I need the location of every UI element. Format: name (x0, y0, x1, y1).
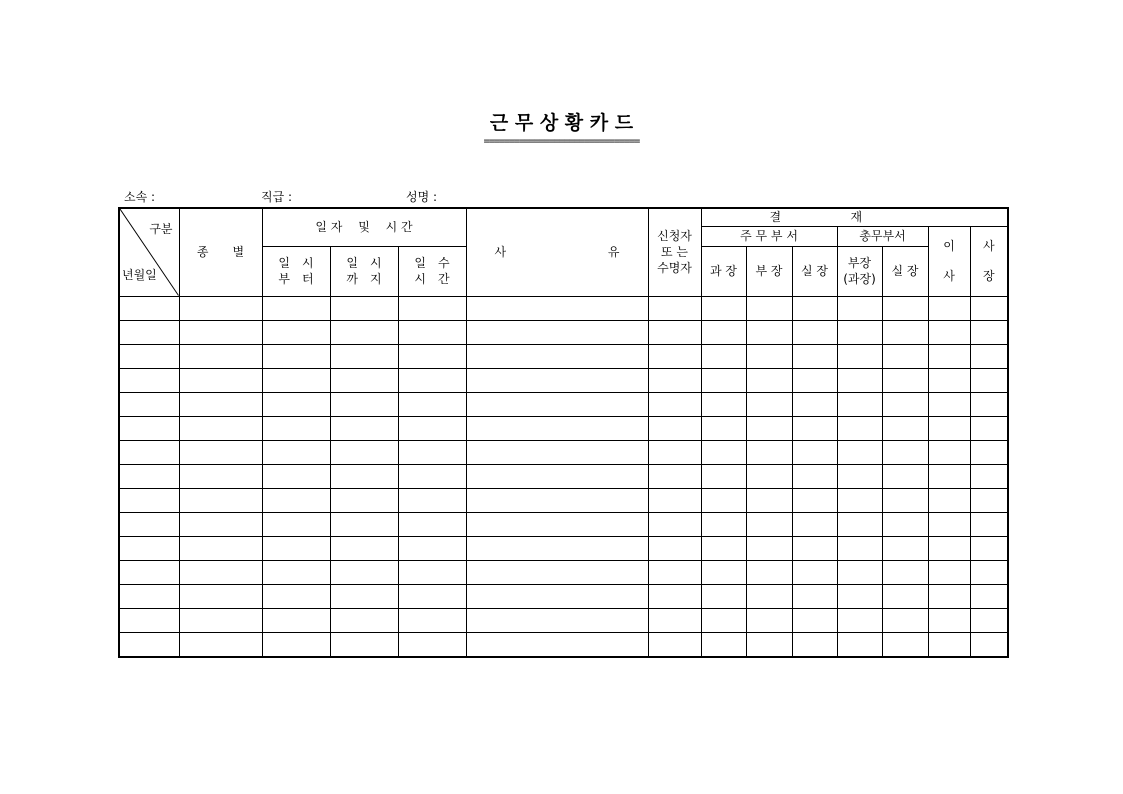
days-label-2: 시 간 (414, 272, 450, 286)
table-cell[interactable] (837, 368, 882, 392)
table-cell[interactable] (398, 464, 466, 488)
table-cell[interactable] (792, 320, 837, 344)
table-cell[interactable] (970, 320, 1008, 344)
table-cell[interactable] (119, 392, 179, 416)
table-cell[interactable] (179, 416, 262, 440)
table-cell[interactable] (330, 488, 398, 512)
table-cell[interactable] (837, 512, 882, 536)
table-cell[interactable] (882, 632, 928, 657)
president-header (970, 226, 1008, 296)
table-cell[interactable] (466, 488, 648, 512)
table-cell[interactable] (792, 440, 837, 464)
from-header (262, 246, 330, 296)
table-cell[interactable] (837, 632, 882, 657)
category-date-header (119, 208, 179, 296)
table-row (119, 296, 1008, 320)
table-cell[interactable] (746, 368, 792, 392)
table-cell[interactable] (792, 416, 837, 440)
table-cell[interactable] (398, 512, 466, 536)
table-cell[interactable] (179, 440, 262, 464)
table-cell[interactable] (746, 440, 792, 464)
table-cell[interactable] (882, 416, 928, 440)
table-cell[interactable] (792, 464, 837, 488)
table-cell[interactable] (179, 560, 262, 584)
table-cell[interactable] (792, 392, 837, 416)
table-cell[interactable] (330, 392, 398, 416)
table-cell[interactable] (746, 464, 792, 488)
table-cell[interactable] (179, 368, 262, 392)
table-cell[interactable] (262, 464, 330, 488)
days-header (398, 246, 466, 296)
table-cell[interactable] (398, 392, 466, 416)
applicant-header (648, 208, 701, 296)
table-cell[interactable] (648, 440, 701, 464)
table-cell[interactable] (330, 584, 398, 608)
table-cell[interactable] (792, 608, 837, 632)
table-cell[interactable] (928, 584, 970, 608)
table-cell[interactable] (746, 584, 792, 608)
reason-label-left: 사 (494, 245, 507, 260)
approval-label-left: 결 (769, 210, 782, 225)
table-cell[interactable] (398, 608, 466, 632)
table-cell[interactable] (330, 560, 398, 584)
table-cell[interactable] (648, 416, 701, 440)
table-cell[interactable] (119, 584, 179, 608)
table-row (119, 320, 1008, 344)
table-row (119, 560, 1008, 584)
table-cell[interactable] (928, 320, 970, 344)
table-cell[interactable] (119, 632, 179, 657)
table-cell[interactable] (119, 416, 179, 440)
table-cell[interactable] (928, 440, 970, 464)
table-cell[interactable] (179, 536, 262, 560)
table-cell[interactable] (330, 536, 398, 560)
table-cell[interactable] (330, 296, 398, 320)
table-cell[interactable] (746, 488, 792, 512)
office-chief-header: 실 장 (792, 246, 837, 296)
table-cell[interactable] (466, 320, 648, 344)
table-cell[interactable] (179, 392, 262, 416)
table-cell[interactable] (119, 512, 179, 536)
table-cell[interactable] (179, 608, 262, 632)
table-cell[interactable] (262, 416, 330, 440)
table-row (119, 440, 1008, 464)
affiliation-label: 소속 : (124, 190, 156, 204)
title-underline: =============================== (483, 136, 640, 147)
table-cell[interactable] (648, 584, 701, 608)
table-cell[interactable] (970, 512, 1008, 536)
table-cell[interactable] (119, 320, 179, 344)
table-cell[interactable] (882, 440, 928, 464)
table-cell[interactable] (466, 464, 648, 488)
table-cell[interactable] (882, 608, 928, 632)
table-cell[interactable] (398, 560, 466, 584)
type-header: 종 별 (179, 208, 262, 296)
table-cell[interactable] (262, 584, 330, 608)
table-cell[interactable] (119, 608, 179, 632)
table-cell[interactable] (746, 344, 792, 368)
table-cell[interactable] (262, 512, 330, 536)
table-cell[interactable] (792, 536, 837, 560)
table-cell[interactable] (746, 320, 792, 344)
table-cell[interactable] (837, 320, 882, 344)
table-cell[interactable] (119, 368, 179, 392)
table-cell[interactable] (970, 488, 1008, 512)
table-cell[interactable] (746, 632, 792, 657)
table-cell[interactable] (882, 344, 928, 368)
table-cell[interactable] (792, 368, 837, 392)
president-label-1: 사 (982, 238, 995, 253)
table-cell[interactable] (648, 560, 701, 584)
table-cell[interactable] (648, 320, 701, 344)
table-cell[interactable] (119, 464, 179, 488)
table-cell[interactable] (928, 344, 970, 368)
applicant-label-3: 수명자 (657, 261, 692, 276)
table-cell[interactable] (970, 632, 1008, 657)
category-label: 구분 (149, 222, 173, 236)
table-cell[interactable] (648, 392, 701, 416)
table-cell[interactable] (928, 608, 970, 632)
table-cell[interactable] (701, 608, 746, 632)
to-label-1: 일 시 (346, 255, 382, 270)
table-cell[interactable] (701, 416, 746, 440)
table-row (119, 344, 1008, 368)
document-title: 근 무 상 황 카 드 (489, 112, 634, 134)
table-cell[interactable] (330, 608, 398, 632)
table-cell[interactable] (701, 296, 746, 320)
table-cell[interactable] (179, 464, 262, 488)
table-cell[interactable] (837, 416, 882, 440)
from-label-2: 부 터 (278, 272, 314, 286)
table-cell[interactable] (837, 608, 882, 632)
table-cell[interactable] (179, 296, 262, 320)
table-cell[interactable] (330, 368, 398, 392)
table-cell[interactable] (928, 392, 970, 416)
table-cell[interactable] (398, 584, 466, 608)
office-chief-2-header: 실 장 (882, 246, 928, 296)
approval-label-right: 재 (850, 210, 863, 225)
table-cell[interactable] (466, 392, 648, 416)
table-cell[interactable] (466, 296, 648, 320)
table-cell[interactable] (970, 560, 1008, 584)
table-cell[interactable] (398, 416, 466, 440)
table-cell[interactable] (701, 344, 746, 368)
table-cell[interactable] (179, 320, 262, 344)
director-label-2: 사 (943, 269, 955, 283)
table-cell[interactable] (466, 536, 648, 560)
table-cell[interactable] (970, 464, 1008, 488)
table-cell[interactable] (701, 440, 746, 464)
table-cell[interactable] (837, 488, 882, 512)
table-cell[interactable] (928, 296, 970, 320)
table-cell[interactable] (262, 560, 330, 584)
table-cell[interactable] (746, 608, 792, 632)
section-chief-header: 과 장 (701, 246, 746, 296)
datetime-header: 일 자 및 시 간 (262, 208, 466, 246)
table-cell[interactable] (746, 296, 792, 320)
table-cell[interactable] (837, 536, 882, 560)
table-cell[interactable] (119, 488, 179, 512)
table-cell[interactable] (648, 368, 701, 392)
table-cell[interactable] (648, 464, 701, 488)
table-cell[interactable] (466, 512, 648, 536)
table-cell[interactable] (792, 488, 837, 512)
table-cell[interactable] (882, 560, 928, 584)
table-cell[interactable] (792, 632, 837, 657)
table-cell[interactable] (837, 344, 882, 368)
table-cell[interactable] (262, 440, 330, 464)
table-cell[interactable] (701, 488, 746, 512)
table-cell[interactable] (398, 368, 466, 392)
table-cell[interactable] (882, 392, 928, 416)
dept-head-alt-label-2: (과장) (843, 272, 876, 286)
data-rows (119, 296, 1008, 657)
table-cell[interactable] (746, 392, 792, 416)
table-cell[interactable] (466, 560, 648, 584)
table-cell[interactable] (701, 464, 746, 488)
table-row (119, 416, 1008, 440)
president-label-2: 장 (982, 269, 995, 283)
table-cell[interactable] (701, 560, 746, 584)
table-cell[interactable] (792, 584, 837, 608)
table-cell[interactable] (701, 536, 746, 560)
to-header (330, 246, 398, 296)
from-label-1: 일 시 (278, 255, 314, 270)
main-dept-header: 주 무 부 서 (701, 226, 837, 246)
table-cell[interactable] (970, 584, 1008, 608)
table-cell[interactable] (648, 632, 701, 657)
table-cell[interactable] (398, 536, 466, 560)
dept-head-header: 부 장 (746, 246, 792, 296)
table-row (119, 464, 1008, 488)
table-cell[interactable] (792, 560, 837, 584)
table-cell[interactable] (119, 536, 179, 560)
table-cell[interactable] (648, 512, 701, 536)
table-cell[interactable] (837, 392, 882, 416)
table-cell[interactable] (262, 368, 330, 392)
table-cell[interactable] (970, 392, 1008, 416)
table-cell[interactable] (330, 512, 398, 536)
table-cell[interactable] (746, 512, 792, 536)
dept-head-alt-label-1: 부장 (847, 255, 872, 270)
table-cell[interactable] (262, 608, 330, 632)
table-cell[interactable] (746, 536, 792, 560)
table-cell[interactable] (119, 440, 179, 464)
table-cell[interactable] (466, 344, 648, 368)
table-cell[interactable] (330, 344, 398, 368)
table-cell[interactable] (746, 560, 792, 584)
table-cell[interactable] (262, 320, 330, 344)
applicant-label-1: 신청자 (657, 228, 692, 243)
table-cell[interactable] (970, 344, 1008, 368)
table-cell[interactable] (398, 344, 466, 368)
table-cell[interactable] (928, 368, 970, 392)
date-label: 년월일 (122, 268, 157, 283)
table-cell[interactable] (398, 488, 466, 512)
table-cell[interactable] (179, 344, 262, 368)
table-row (119, 392, 1008, 416)
table-cell[interactable] (330, 320, 398, 344)
table-cell[interactable] (792, 344, 837, 368)
reason-header (466, 208, 648, 296)
table-cell[interactable] (119, 344, 179, 368)
table-cell[interactable] (119, 296, 179, 320)
dept-head-alt-header (837, 246, 882, 296)
name-label: 성명 : (406, 190, 438, 204)
general-dept-header: 총무부서 (837, 226, 928, 246)
table-cell[interactable] (701, 512, 746, 536)
table-cell[interactable] (837, 440, 882, 464)
table-row (119, 512, 1008, 536)
table-cell[interactable] (928, 536, 970, 560)
director-header (928, 226, 970, 296)
table-cell[interactable] (330, 440, 398, 464)
table-cell[interactable] (262, 536, 330, 560)
table-cell[interactable] (648, 536, 701, 560)
table-cell[interactable] (179, 488, 262, 512)
table-row (119, 536, 1008, 560)
table-cell[interactable] (882, 464, 928, 488)
table-cell[interactable] (179, 584, 262, 608)
to-label-2: 까 지 (346, 272, 382, 286)
table-cell[interactable] (398, 320, 466, 344)
table-cell[interactable] (179, 632, 262, 657)
table-cell[interactable] (398, 296, 466, 320)
table-cell[interactable] (119, 560, 179, 584)
table-row (119, 368, 1008, 392)
table-cell[interactable] (466, 368, 648, 392)
table-cell[interactable] (928, 560, 970, 584)
table-cell[interactable] (837, 560, 882, 584)
table-cell[interactable] (970, 368, 1008, 392)
table-cell[interactable] (466, 584, 648, 608)
director-label-1: 이 (943, 238, 955, 253)
table-cell[interactable] (648, 344, 701, 368)
table-cell[interactable] (792, 296, 837, 320)
table-cell[interactable] (179, 512, 262, 536)
table-cell[interactable] (466, 632, 648, 657)
table-cell[interactable] (648, 296, 701, 320)
table-cell[interactable] (701, 320, 746, 344)
table-cell[interactable] (262, 296, 330, 320)
table-cell[interactable] (398, 440, 466, 464)
table-cell[interactable] (970, 440, 1008, 464)
table-cell[interactable] (928, 488, 970, 512)
table-row (119, 488, 1008, 512)
table-cell[interactable] (262, 344, 330, 368)
table-cell[interactable] (398, 632, 466, 657)
work-status-table (118, 207, 1009, 658)
table-cell[interactable] (882, 584, 928, 608)
table-cell[interactable] (701, 368, 746, 392)
table-cell[interactable] (746, 416, 792, 440)
table-cell[interactable] (701, 392, 746, 416)
table-cell[interactable] (466, 440, 648, 464)
table-cell[interactable] (466, 416, 648, 440)
table-row (119, 608, 1008, 632)
table-cell[interactable] (928, 464, 970, 488)
approval-header (701, 208, 1008, 226)
table-cell[interactable] (837, 464, 882, 488)
table-cell[interactable] (262, 488, 330, 512)
table-cell[interactable] (701, 584, 746, 608)
table-cell[interactable] (928, 512, 970, 536)
days-label-1: 일 수 (414, 255, 450, 270)
table-cell[interactable] (701, 632, 746, 657)
table-cell[interactable] (970, 536, 1008, 560)
rank-label: 직급 : (261, 190, 293, 204)
table-cell[interactable] (262, 392, 330, 416)
table-cell[interactable] (882, 296, 928, 320)
table-cell[interactable] (882, 512, 928, 536)
table-cell[interactable] (837, 584, 882, 608)
table-cell[interactable] (970, 416, 1008, 440)
table-row (119, 584, 1008, 608)
table-cell[interactable] (648, 608, 701, 632)
table-cell[interactable] (330, 632, 398, 657)
table-row (119, 632, 1008, 657)
table-cell[interactable] (882, 488, 928, 512)
table-cell[interactable] (648, 488, 701, 512)
applicant-label-2: 또 는 (661, 245, 689, 260)
reason-label-right: 유 (607, 245, 620, 260)
table-cell[interactable] (928, 416, 970, 440)
table-cell[interactable] (330, 416, 398, 440)
table-cell[interactable] (928, 632, 970, 657)
table-cell[interactable] (970, 296, 1008, 320)
table-cell[interactable] (792, 512, 837, 536)
table-cell[interactable] (262, 632, 330, 657)
table-cell[interactable] (330, 464, 398, 488)
table-cell[interactable] (970, 608, 1008, 632)
table-cell[interactable] (882, 320, 928, 344)
table-cell[interactable] (466, 608, 648, 632)
table-cell[interactable] (882, 536, 928, 560)
table-cell[interactable] (882, 368, 928, 392)
table-cell[interactable] (837, 296, 882, 320)
